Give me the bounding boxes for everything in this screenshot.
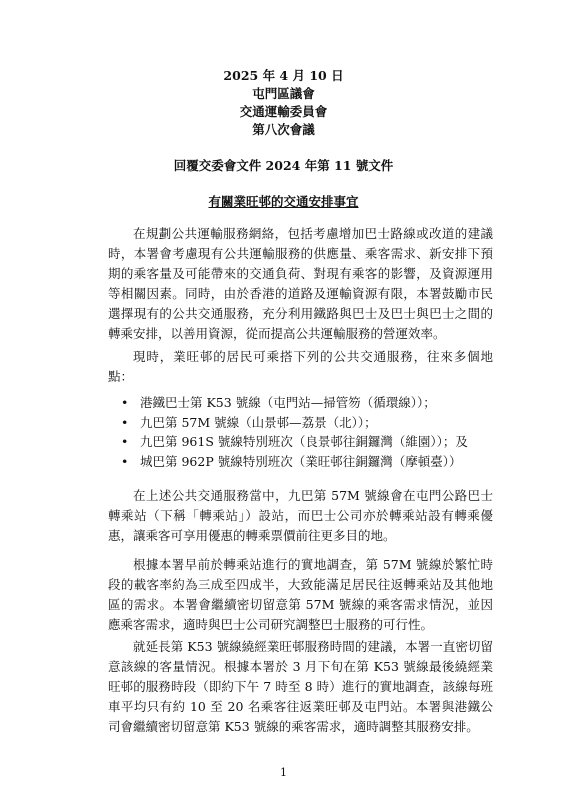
reply-title: 回覆交委會文件 2024 年第 11 號文件 <box>173 158 394 173</box>
paragraph-current-services: 現時，業旺邨的居民可乘搭下列的公共交通服務，往來多個地點： <box>108 349 493 384</box>
bullet-icon: • <box>121 434 129 449</box>
committee-name: 交通運輸委員會 <box>239 104 328 119</box>
list-item: • 港鐵巴士第 K53 號線（屯門站—掃管笏（循環線））； <box>108 393 493 413</box>
paragraph-interchange: 在上述公共交通服務當中，九巴第 57M 號線會在屯門公路巴士轉乘站（下稱「轉乘站」）設站，而巴士公司亦於轉乘站設有轉乘優惠，讓乘客可享用優惠的轉乘票價前往更多目的地。 <box>108 488 493 543</box>
services-list <box>108 393 493 471</box>
paragraph-planning: 在規劃公共運輸服務網絡，包括考慮增加巴士路線或改道的建議時，本署會考慮現有公共運輸服務的供應量、乘客需求、新安排下預期的乘客量及可能帶來的交通負荷、對現有乘客的影響，及資源運用等相關因素。同時，由於香港的道路及運輸資源有限，本署鼓勵市民選擇現有的公共交通服務，充分利用鐵路與巴士及巴士與巴士之間的轉乘安排，以善用資源，從而提高公共運輸服務的營運效率。 <box>108 226 493 341</box>
list-item: • 九巴第 961S 號線特別班次（良景邨往銅鑼灣（維園））；及 <box>108 432 493 452</box>
bullet-icon: • <box>121 453 129 469</box>
meeting-number: 第八次會議 <box>252 122 315 137</box>
meeting-date: 2025 年 4 月 10 日 <box>223 68 344 83</box>
paragraph-k53: 就延長第 K53 號線繞經業旺邨服務時間的建議，本署一直密切留意該線的客量情況。根據本署於 3 月下旬在第 K53 號線最後繞經業旺邨的服務時段（即約下午 7 時至 8 時）進行的實地調查，該線每班車平均只有約 10 至 20 名乘客往返業旺邨及屯門站。本署與港鐵公司會繼續密切留意第 K53 號線的乘客需求，適時調整其服務安排。 <box>108 639 493 734</box>
list-item: • 九巴第 57M 號線（山景邨—荔景（北））； <box>108 413 493 433</box>
page-number: 1 <box>280 766 287 779</box>
bullet-icon: • <box>121 395 129 410</box>
list-item: • 城巴第 962P 號線特別班次（業旺邨往銅鑼灣（摩頓臺）） <box>108 452 493 472</box>
paragraph-survey-57m: 根據本署早前於轉乘站進行的實地調查，第 57M 號線於繁忙時段的載客率約為三成至四成半，大致能滿足居民往返轉乘站及其他地區的需求。本署會繼續密切留意第 57M 號線的乘客需求情況，並因應乘客需求，適時與巴士公司研究調整巴士服務的可行性。 <box>108 557 493 632</box>
bullet-icon: • <box>121 414 129 430</box>
subject-title: 有關業旺邨的交通安排事宜 <box>208 194 359 209</box>
council-name: 屯門區議會 <box>252 86 315 101</box>
